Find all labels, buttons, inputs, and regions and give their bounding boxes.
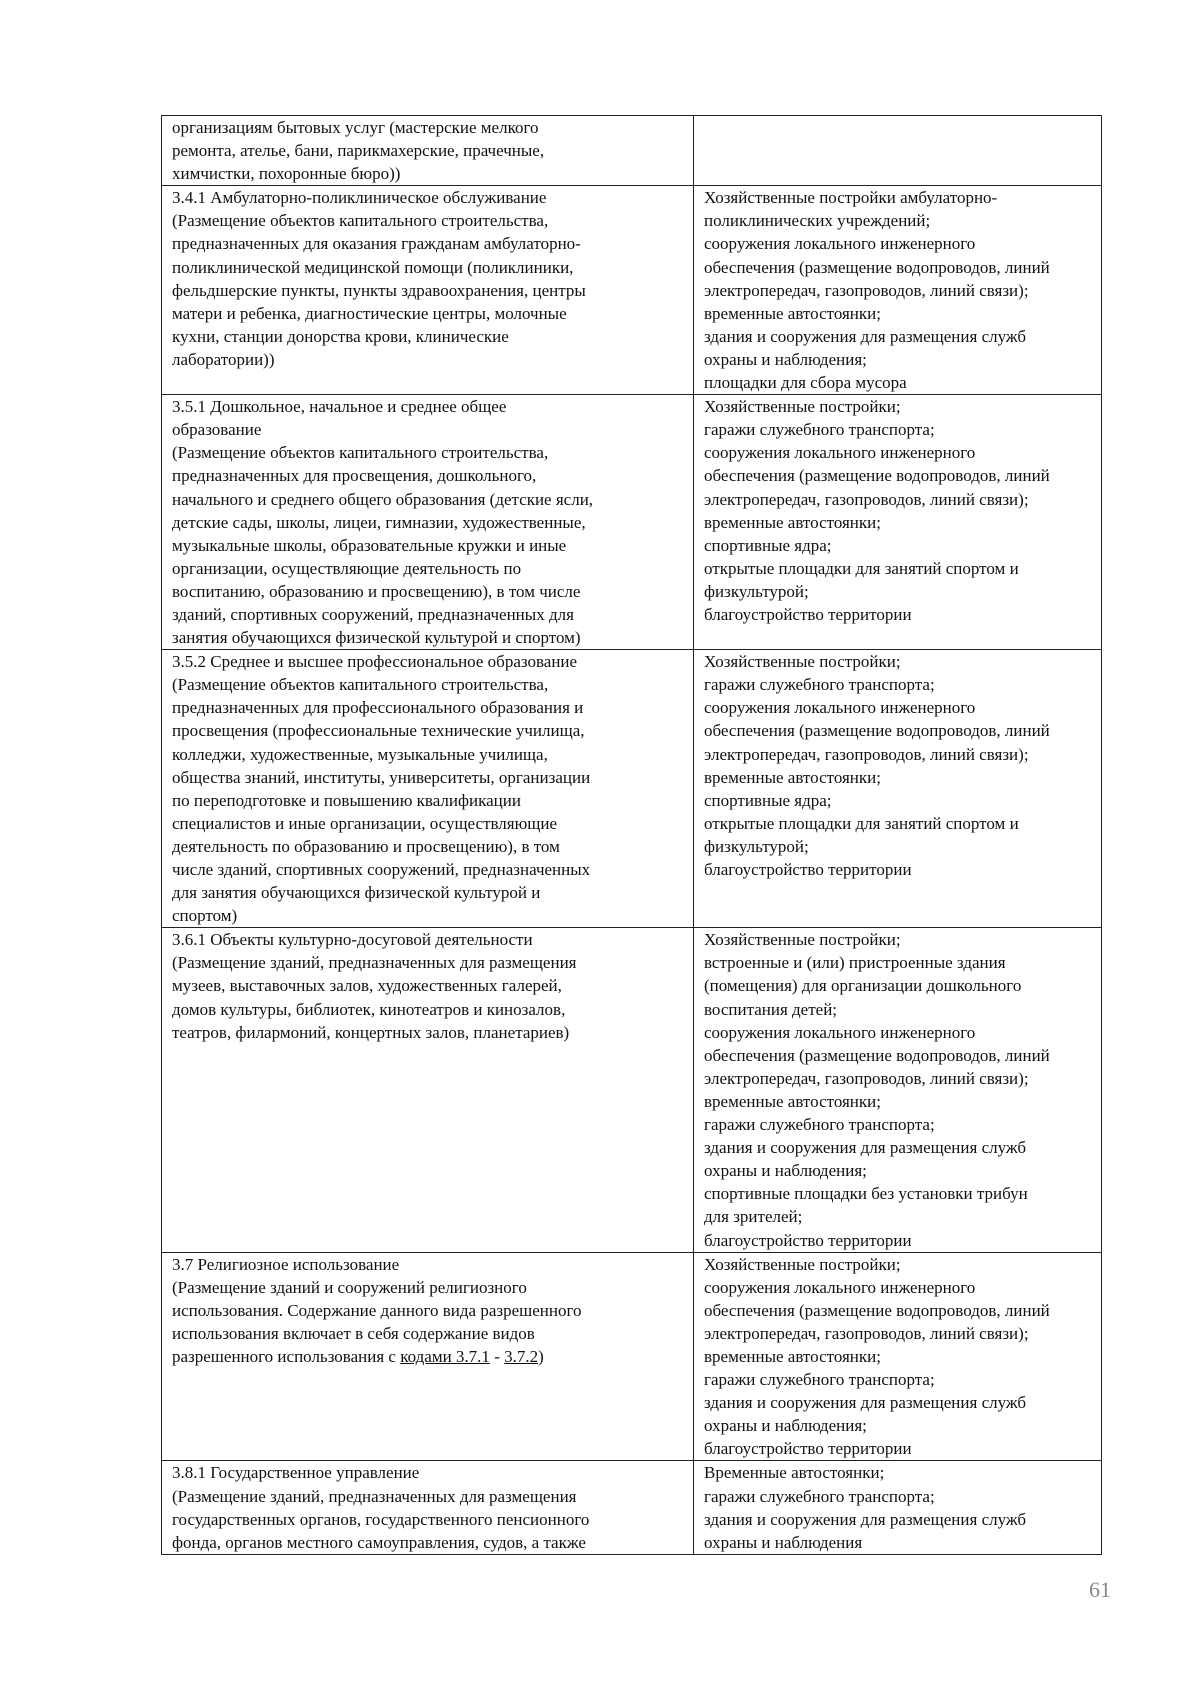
cell-line: обеспечения (размещение водопроводов, линий	[704, 721, 1050, 741]
cell-line: сооружения локального инженерного	[704, 1022, 976, 1042]
cell-line: домов культуры, библиотек, кинотеатров и кинозалов,	[172, 999, 566, 1019]
cell-line: сооружения локального инженерного	[704, 234, 976, 254]
cell-line: (Размещение объектов капитального строительства,	[172, 675, 549, 695]
cell-line: использования. Содержание данного вида разрешенного	[172, 1300, 582, 1320]
cell-line: (помещения) для организации дошкольного	[704, 976, 1022, 996]
cell-line: занятия обучающихся физической культурой и спортом)	[172, 628, 581, 648]
cell-line: (Размещение зданий, предназначенных для размещения	[172, 1486, 577, 1506]
cell-line: (Размещение объектов капитального строительства,	[172, 211, 549, 231]
link-separator: -	[489, 1346, 505, 1366]
cell-line: благоустройство территории	[704, 1439, 912, 1459]
link-suffix-text: )	[538, 1346, 544, 1366]
cell-line: обеспечения (размещение водопроводов, линий	[704, 466, 1050, 486]
permitted-use-cell	[162, 186, 694, 395]
cell-line: лаборатории))	[172, 349, 275, 369]
cell-line: 3.4.1 Амбулаторно-поликлиническое обслуживание	[172, 188, 547, 208]
cell-line: обеспечения (размещение водопроводов, линий	[704, 1045, 1050, 1065]
cell-line: для зрителей;	[704, 1207, 803, 1227]
cell-line: временные автостоянки;	[704, 767, 881, 787]
cell-line: числе зданий, спортивных сооружений, предназначенных	[172, 860, 591, 879]
cell-line: для занятия обучающихся физической культурой и	[172, 883, 541, 903]
cell-line: кухни, станции донорства крови, клинические	[172, 326, 509, 346]
auxiliary-use-cell	[694, 186, 1102, 395]
cell-line: сооружения локального инженерного	[704, 698, 976, 718]
cell-line: здания и сооружения для размещения служб	[704, 1138, 1027, 1158]
cell-line: обеспечения (размещение водопроводов, линий	[704, 1300, 1050, 1320]
cell-line: воспитания детей;	[704, 999, 838, 1019]
cell-line: обеспечения (размещение водопроводов, линий	[704, 257, 1050, 277]
cell-line: открытые площадки для занятий спортом и	[704, 813, 1019, 833]
cell-line: спортом)	[172, 906, 238, 926]
code-link-3-7-2[interactable]: 3.7.2	[504, 1346, 539, 1366]
cell-line: электропередач, газопроводов, линий связи);	[704, 744, 1029, 764]
cell-line: охраны и наблюдения;	[704, 349, 867, 369]
cell-line: Хозяйственные постройки;	[704, 652, 901, 672]
land-use-table	[161, 115, 1102, 1555]
cell-line: спортивные площадки без установки трибун	[704, 1184, 1028, 1204]
cell-line: гаражи служебного транспорта;	[704, 420, 935, 440]
cell-line: поликлинической медицинской помощи (поликлиники,	[172, 257, 574, 277]
cell-line: предназначенных для оказания гражданам амбулаторно-	[172, 234, 581, 254]
cell-line: электропередач, газопроводов, линий связи);	[704, 280, 1029, 300]
cell-line: деятельность по образованию и просвещению), в том	[172, 836, 560, 856]
cell-line: по переподготовке и повышению квалификации	[172, 790, 521, 810]
cell-line: охраны и наблюдения;	[704, 1161, 867, 1181]
cell-line: гаражи служебного транспорта;	[704, 1486, 935, 1506]
cell-line: фонда, органов местного самоуправления, судов, а также	[172, 1532, 586, 1552]
permitted-use-cell	[162, 650, 694, 928]
cell-line: (Размещение зданий и сооружений религиозного	[172, 1277, 527, 1297]
cell-line: физкультурой;	[704, 836, 809, 856]
cell-line: физкультурой;	[704, 581, 809, 601]
cell-line: площадки для сбора мусора	[704, 373, 907, 393]
cell-line: музыкальные школы, образовательные кружки и иные	[172, 535, 567, 555]
table-row	[162, 928, 1102, 1252]
cell-line: химчистки, похоронные бюро))	[172, 164, 401, 184]
cell-line: зданий, спортивных сооружений, предназначенных для	[172, 604, 574, 624]
cell-line: детские сады, школы, лицеи, гимназии, художественные,	[172, 512, 586, 532]
cell-line: гаражи служебного транспорта;	[704, 1115, 935, 1135]
cell-line: временные автостоянки;	[704, 303, 881, 323]
cell-line: открытые площадки для занятий спортом и	[704, 558, 1019, 578]
cell-line: сооружения локального инженерного	[704, 443, 976, 463]
auxiliary-use-cell	[694, 395, 1102, 650]
cell-line: электропередач, газопроводов, линий связи);	[704, 1323, 1029, 1343]
cell-line: поликлинических учреждений;	[704, 211, 931, 231]
cell-line: 3.5.1 Дошкольное, начальное и среднее общее	[172, 397, 507, 417]
cell-line: (Размещение зданий, предназначенных для размещения	[172, 953, 577, 973]
cell-line: охраны и наблюдения;	[704, 1416, 867, 1436]
cell-line: общества знаний, институты, университеты, организации	[172, 767, 591, 787]
cell-line: матери и ребенка, диагностические центры, молочные	[172, 303, 567, 323]
cell-line: 3.8.1 Государственное управление	[172, 1463, 420, 1483]
cell-line: 3.5.2 Среднее и высшее профессиональное образование	[172, 652, 578, 672]
cell-line: организациям бытовых услуг (мастерские мелкого	[172, 118, 539, 137]
cell-line: охраны и наблюдения	[704, 1532, 863, 1552]
cell-line: театров, филармоний, концертных залов, планетариев)	[172, 1022, 570, 1042]
cell-line: временные автостоянки;	[704, 1346, 881, 1366]
auxiliary-use-cell	[694, 116, 1102, 186]
cell-line: электропередач, газопроводов, линий связи);	[704, 489, 1029, 509]
cell-line: колледжи, художественные, музыкальные училища,	[172, 744, 548, 764]
cell-line: Хозяйственные постройки амбулаторно-	[704, 188, 998, 208]
cell-line: гаражи служебного транспорта;	[704, 1370, 935, 1390]
cell-line: фельдшерские пункты, пункты здравоохранения, центры	[172, 280, 586, 300]
cell-line: предназначенных для профессионального образования и	[172, 698, 584, 718]
auxiliary-use-cell	[694, 1461, 1102, 1554]
cell-line: воспитанию, образованию и просвещению), в том числе	[172, 581, 581, 601]
cell-line: использования включает в себя содержание видов	[172, 1323, 535, 1343]
permitted-use-cell	[162, 928, 694, 1252]
cell-line: специалистов и иные организации, осуществляющие	[172, 813, 558, 833]
cell-line: 3.7 Религиозное использование	[172, 1254, 400, 1274]
table-row	[162, 395, 1102, 650]
table-row	[162, 650, 1102, 928]
page-number: 61	[1089, 1577, 1111, 1602]
cell-line: Временные автостоянки;	[704, 1463, 885, 1483]
table-row	[162, 116, 1102, 186]
cell-line: (Размещение объектов капитального строительства,	[172, 443, 549, 463]
cell-line: спортивные ядра;	[704, 790, 832, 810]
auxiliary-use-cell	[694, 928, 1102, 1252]
cell-line: Хозяйственные постройки;	[704, 397, 901, 417]
cell-line: здания и сооружения для размещения служб	[704, 326, 1027, 346]
permitted-use-cell	[162, 395, 694, 650]
table-row	[162, 1461, 1102, 1554]
cell-line: временные автостоянки;	[704, 512, 881, 532]
cell-line: здания и сооружения для размещения служб	[704, 1393, 1027, 1413]
cell-line: ремонта, ателье, бани, парикмахерские, прачечные,	[172, 141, 545, 161]
cell-line: сооружения локального инженерного	[704, 1277, 976, 1297]
cell-line: здания и сооружения для размещения служб	[704, 1509, 1027, 1529]
table-row	[162, 186, 1102, 395]
cell-line: образование	[172, 420, 262, 440]
code-link-3-7-1[interactable]: кодами 3.7.1	[400, 1346, 490, 1366]
cell-line: гаражи служебного транспорта;	[704, 675, 935, 695]
cell-line: предназначенных для просвещения, дошкольного,	[172, 466, 537, 486]
cell-line: благоустройство территории	[704, 604, 912, 624]
cell-line: 3.6.1 Объекты культурно-досуговой деятельности	[172, 930, 533, 950]
table-body	[162, 116, 1102, 1555]
link-prefix-text: разрешенного использования с	[172, 1346, 401, 1366]
permitted-use-cell	[162, 1461, 694, 1554]
cell-line: государственных органов, государственного пенсионного	[172, 1509, 590, 1529]
permitted-use-cell	[162, 1252, 694, 1461]
cell-line: Хозяйственные постройки;	[704, 930, 901, 950]
cell-line: благоустройство территории	[704, 860, 912, 879]
cell-line: просвещения (профессиональные технические училища,	[172, 721, 585, 741]
cell-line: благоустройство территории	[704, 1230, 912, 1250]
cell-line: встроенные и (или) пристроенные здания	[704, 953, 1006, 973]
cell-line: спортивные ядра;	[704, 535, 832, 555]
table-row	[162, 1252, 1102, 1461]
cell-line: музеев, выставочных залов, художественных галерей,	[172, 976, 562, 996]
cell-line: организации, осуществляющие деятельность по	[172, 558, 522, 578]
cell-line-with-links	[172, 1345, 693, 1368]
auxiliary-use-cell	[694, 650, 1102, 928]
cell-line: временные автостоянки;	[704, 1091, 881, 1111]
permitted-use-cell	[162, 116, 694, 186]
auxiliary-use-cell	[694, 1252, 1102, 1461]
cell-line: Хозяйственные постройки;	[704, 1254, 901, 1274]
cell-line: начального и среднего общего образования (детские ясли,	[172, 489, 594, 509]
cell-line: электропередач, газопроводов, линий связи);	[704, 1068, 1029, 1088]
